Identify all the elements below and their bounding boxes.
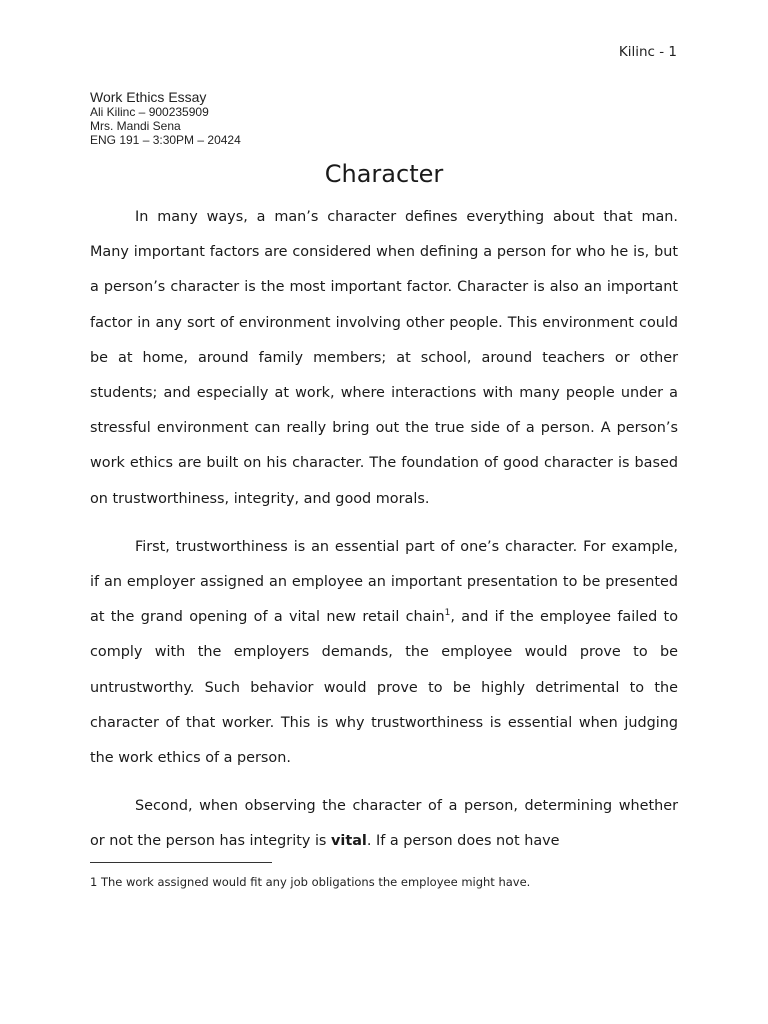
footnote: 1 The work assigned would fit any job obligations the employee might have. [90,875,531,889]
paragraph-intro: In many ways, a man’s character defines everything about that man. Many important factors are considered when defining a person for who he is, but a person’s character is the most important factor. Character is also an important factor in any sort of environment involving other people. This environment could be at home, around family members; at school, around teachers or other students; and especially at work, where interactions with many people under a stressful environment can really bring out the true side of a person. A person’s work ethics are built on his character. The foundation of good character is based on trustworthiness, integrity, and good morals. [90,209,678,507]
essay-body [90,200,678,873]
essay-heading-block [90,89,241,147]
paragraph-text: , and if the employee failed to comply with the employers demands, the employee would prove to be untrustworthy. Such behavior would prove to be highly detrimental to the character of that worker. This is why trustworthiness is essential when judging the work ethics of a person. [90,609,679,767]
instructor-line: Mrs. Mandi Sena [90,119,181,133]
running-header: Kilinc - 1 [618,44,677,60]
paragraph-trustworthiness [90,530,678,776]
footnote-reference: 1 [444,608,451,619]
emphasis-text: vital [331,833,367,850]
essay-title: Character [324,160,444,188]
footnote-separator [90,862,272,863]
course-line: ENG 191 – 3:30PM – 20424 [90,133,241,147]
paragraph-text: . If a person does not have [366,833,560,850]
paragraph-text: Second, when observing the character of a person, determining whether or not the person has integrity is [90,798,678,850]
author-line: Ali Kilinc – 900235909 [90,105,209,119]
paragraph-integrity [90,789,678,859]
paragraph-text: First, trustworthiness is an essential part of one’s character. For example, if an employer assigned an employee an important presentation to be presented at the grand opening of a vital new retail chain [90,538,678,626]
essay-type-label: Work Ethics Essay [90,89,207,105]
